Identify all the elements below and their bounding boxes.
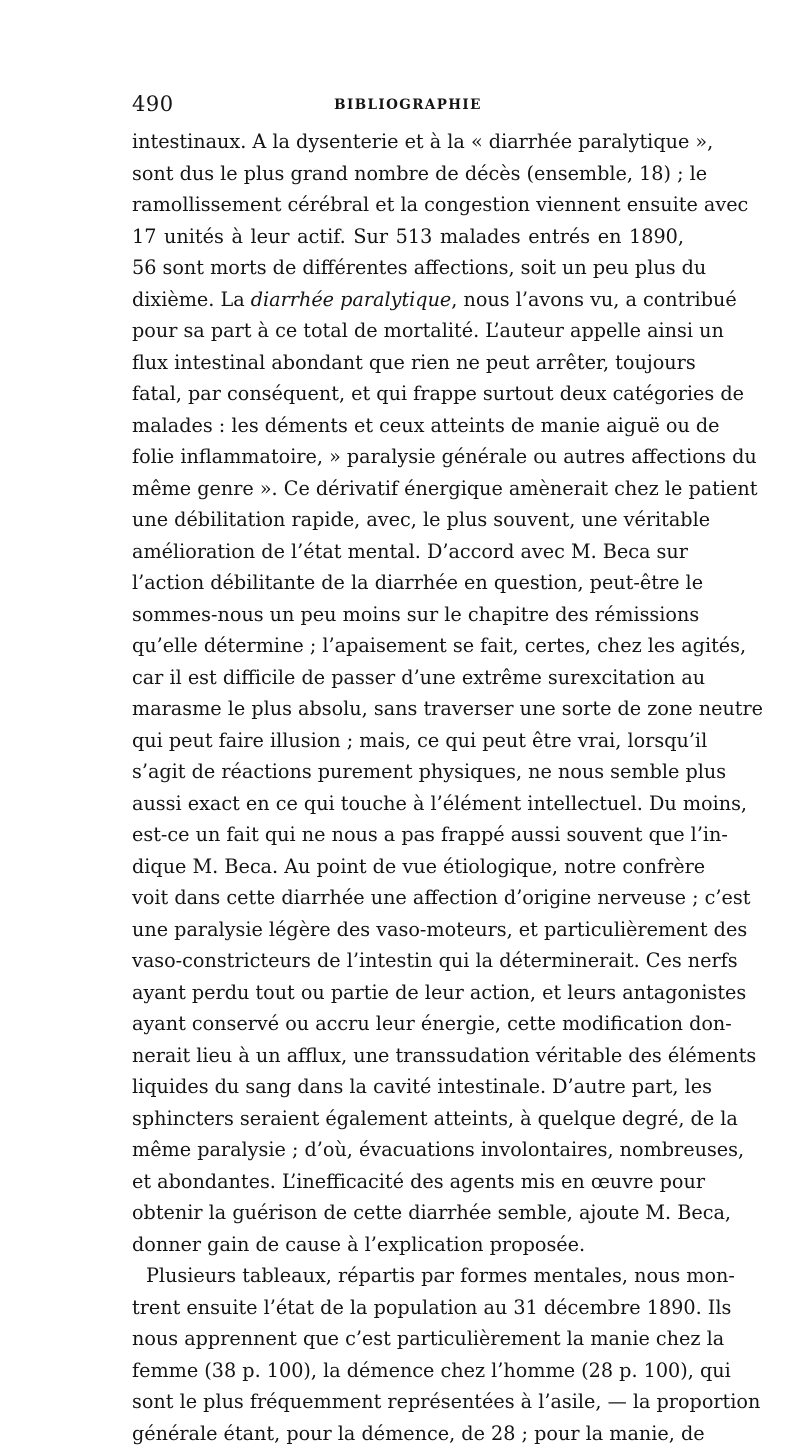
- text-line: voit dans cette diarrhée une affection d’origine nerveuse ; c’est: [132, 882, 684, 914]
- text-line: fatal, par conséquent, et qui frappe surtout deux catégories de: [132, 378, 684, 410]
- text-line: ayant conservé ou accru leur énergie, cette modification don-: [132, 1008, 684, 1040]
- text-line: femme (38 p. 100), la démence chez l’homme (28 p. 100), qui: [132, 1355, 684, 1387]
- page-header: [132, 92, 684, 122]
- text-line: pour sa part à ce total de mortalité. L’auteur appelle ainsi un: [132, 315, 684, 347]
- text-line: qu’elle détermine ; l’apaisement se fait, certes, chez les agités,: [132, 630, 684, 662]
- text-line: 17 unités à leur actif. Sur 513 malades entrés en 1890,: [132, 221, 684, 253]
- text-line: qui peut faire illusion ; mais, ce qui peut être vrai, lorsqu’il: [132, 725, 684, 757]
- text-line: folie inflammatoire, » paralysie générale ou autres affections du: [132, 441, 684, 473]
- text-line: même paralysie ; d’où, évacuations involontaires, nombreuses,: [132, 1134, 684, 1166]
- text-line: vaso-constricteurs de l’intestin qui la déterminerait. Ces nerfs: [132, 945, 684, 977]
- text-line: flux intestinal abondant que rien ne peut arrêter, toujours: [132, 347, 684, 379]
- text-line: car il est difficile de passer d’une extrême surexcitation au: [132, 662, 684, 694]
- text-line: aussi exact en ce qui touche à l’élément intellectuel. Du moins,: [132, 788, 684, 820]
- page-number: 490: [132, 92, 174, 116]
- text-line: sommes-nous un peu moins sur le chapitre des rémissions: [132, 599, 684, 631]
- text-line: nous apprennent que c’est particulièrement la manie chez la: [132, 1323, 684, 1355]
- text-line: ayant perdu tout ou partie de leur action, et leurs antagonistes: [132, 977, 684, 1009]
- text-line: sont dus le plus grand nombre de décès (ensemble, 18) ; le: [132, 158, 684, 190]
- text-line: une débilitation rapide, avec, le plus souvent, une véritable: [132, 504, 684, 536]
- body-text: [132, 126, 684, 1449]
- text-line: et abondantes. L’inefficacité des agents mis en œuvre pour: [132, 1166, 684, 1198]
- text-line: ramollissement cérébral et la congestion viennent ensuite avec: [132, 189, 684, 221]
- text-line: l’action débilitante de la diarrhée en question, peut-être le: [132, 567, 684, 599]
- text-line: une paralysie légère des vaso-moteurs, et particulièrement des: [132, 914, 684, 946]
- text-line: donner gain de cause à l’explication proposée.: [132, 1229, 684, 1261]
- running-title: BIBLIOGRAPHIE: [132, 97, 684, 113]
- text-line: trent ensuite l’état de la population au 31 décembre 1890. Ils: [132, 1292, 684, 1324]
- text-line: amélioration de l’état mental. D’accord avec M. Beca sur: [132, 536, 684, 568]
- text-line: intestinaux. A la dysenterie et à la « diarrhée paralytique »,: [132, 126, 684, 158]
- text-line: nerait lieu à un afflux, une transsudation véritable des éléments: [132, 1040, 684, 1072]
- text-line: dixième. La diarrhée paralytique, nous l’avons vu, a contribué: [132, 284, 684, 316]
- text-line: dique M. Beca. Au point de vue étiologique, notre confrère: [132, 851, 684, 883]
- text-line: malades : les déments et ceux atteints de manie aiguë ou de: [132, 410, 684, 442]
- italic-phrase: diarrhée paralytique: [251, 288, 452, 311]
- text-line: même genre ». Ce dérivatif énergique amènerait chez le patient: [132, 473, 684, 505]
- text-line: s’agit de réactions purement physiques, ne nous semble plus: [132, 756, 684, 788]
- text-line: obtenir la guérison de cette diarrhée semble, ajoute M. Beca,: [132, 1197, 684, 1229]
- text-line: Plusieurs tableaux, répartis par formes mentales, nous mon-: [132, 1260, 684, 1292]
- text-line: marasme le plus absolu, sans traverser une sorte de zone neutre: [132, 693, 684, 725]
- text-line: sont le plus fréquemment représentées à l’asile, — la proportion: [132, 1386, 684, 1418]
- text-line: 56 sont morts de différentes affections, soit un peu plus du: [132, 252, 684, 284]
- text-line: liquides du sang dans la cavité intestinale. D’autre part, les: [132, 1071, 684, 1103]
- text-line: générale étant, pour la démence, de 28 ; pour la manie, de: [132, 1418, 684, 1449]
- text-line: est-ce un fait qui ne nous a pas frappé aussi souvent que l’in-: [132, 819, 684, 851]
- text-line: sphincters seraient également atteints, à quelque degré, de la: [132, 1103, 684, 1135]
